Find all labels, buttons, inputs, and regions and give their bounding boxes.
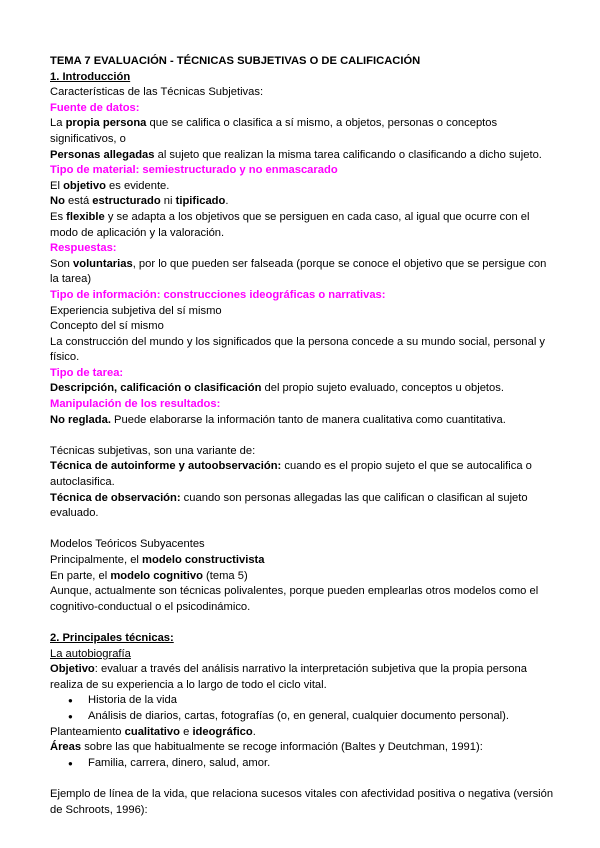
variante-autoinforme: Técnica de autoinforme y autoobservación: cuando es el propio sujeto el que se autocalifica o autoclasifica. [50, 460, 532, 489]
section-2-heading: 2. Principales técnicas: [50, 631, 174, 644]
tarea-heading: Tipo de tarea: [50, 366, 124, 379]
informacion-line-1: Experiencia subjetiva del sí mismo [50, 304, 222, 317]
respuestas-text: Son voluntarias, por lo que pueden ser falseada (porque se conoce el objetivo que se persigue con la tarea) [50, 257, 547, 286]
autobiografia-subheading: La autobiografía [50, 647, 131, 660]
spacer [50, 522, 555, 538]
tarea-text: Descripción, calificación o clasificación del propio sujeto evaluado, conceptos u objetos. [50, 382, 504, 395]
areas-list [50, 756, 555, 772]
manipulacion-text: No reglada. Puede elaborarse la información tanto de manera cualitativa como cuantitativa. [50, 413, 506, 426]
document-page [50, 54, 555, 818]
intro-text: Características de las Técnicas Subjetivas: [50, 86, 264, 99]
modelos-line-3: Aunque, actualmente son técnicas polivalentes, porque pueden emplearlas otros modelos como el cognitivo-conductual o el psicodinámico. [50, 585, 539, 613]
modelos-line-1: Principalmente, el modelo constructivista [50, 554, 265, 566]
spacer [50, 428, 555, 444]
manipulacion-heading: Manipulación de los resultados: [50, 398, 221, 411]
document-title: TEMA 7 EVALUACIÓN - TÉCNICAS SUBJETIVAS O DE CALIFICACIÓN [50, 55, 421, 67]
planteamiento-text: Planteamiento cualitativo e ideográfico. [50, 725, 256, 738]
areas-text: Áreas sobre las que habitualmente se recoge información (Baltes y Deutchman, 1991): [50, 741, 483, 754]
list-item: ● Familia, carrera, dinero, salud, amor. [80, 756, 555, 772]
list-item: ● Historia de la vida [80, 693, 555, 709]
list-item: ● Análisis de diarios, cartas, fotografías (o, en general, cualquier documento personal). [80, 709, 555, 725]
autobiografia-list [50, 693, 555, 724]
respuestas-heading: Respuestas: [50, 242, 117, 255]
variante-intro: Técnicas subjetivas, son una variante de: [50, 444, 256, 457]
informacion-line-3: La construcción del mundo y los significados que la persona concede a su mundo social, personal y físico. [50, 335, 546, 364]
fuente-heading: Fuente de datos: [50, 101, 140, 114]
material-line-3: Es flexible y se adapta a los objetivos que se persiguen en cada caso, al igual que ocurre con el modo de aplicación y la valoración. [50, 210, 530, 239]
ejemplo-text: Ejemplo de línea de la vida, que relaciona sucesos vitales con afectividad positiva o negativa (versión de Schroots, 1996): [50, 787, 554, 816]
modelos-heading: Modelos Teóricos Subyacentes [50, 538, 205, 551]
spacer [50, 615, 555, 631]
objetivo-text: Objetivo: evaluar a través del análisis narrativo la interpretación subjetiva que la propia persona realiza de su experiencia a lo largo de todo el ciclo vital. [50, 663, 527, 691]
material-line-1: El objetivo es evidente. [50, 179, 170, 192]
fuente-line-2: Personas allegadas al sujeto que realizan la misma tarea calificando o clasificando a dicho sujeto. [50, 148, 542, 161]
modelos-line-2: En parte, el modelo cognitivo (tema 5) [50, 569, 248, 582]
material-line-2: No está estructurado ni tipificado. [50, 195, 229, 208]
informacion-line-2: Concepto del sí mismo [50, 320, 164, 333]
fuente-line-1: La propia persona que se califica o clasifica a sí mismo, a objetos, personas o conceptos significativos, o [50, 117, 498, 145]
material-heading: Tipo de material: semiestructurado y no enmascarado [50, 164, 338, 177]
variante-observacion: Técnica de observación: cuando son personas allegadas las que califican o clasifican al sujeto evaluado. [50, 491, 528, 520]
spacer [50, 771, 555, 787]
section-1-heading: 1. Introducción [50, 70, 131, 83]
informacion-heading: Tipo de información: construcciones ideográficas o narrativas: [50, 288, 386, 301]
